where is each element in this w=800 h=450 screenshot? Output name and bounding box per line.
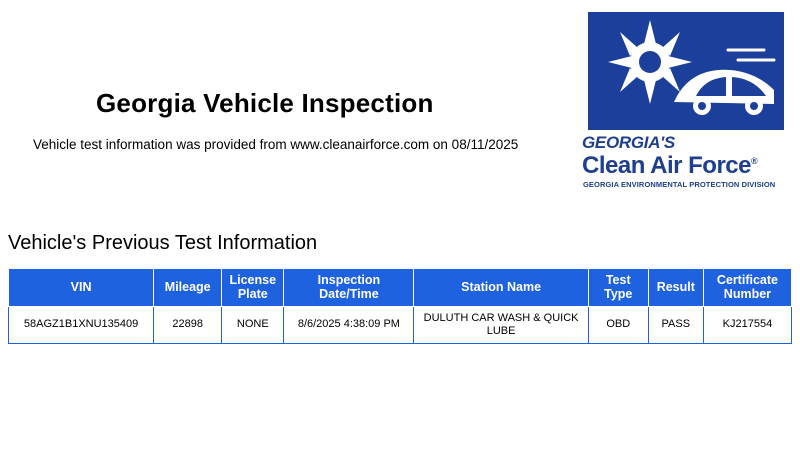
registered-mark: ® [751, 156, 758, 166]
logo-artwork-icon [578, 10, 790, 134]
column-header-result: Result [648, 269, 703, 307]
logo-caf-words: Clean Air Force [582, 152, 751, 179]
cell-result: PASS [648, 306, 703, 343]
column-header-inspection-datetime: Inspection Date/Time [284, 269, 414, 307]
column-header-test-type: Test Type [588, 269, 648, 307]
column-header-license-plate: License Plate [222, 269, 284, 307]
page-subtitle: Vehicle test information was provided from www.cleanairforce.com on 08/11/2025 [33, 137, 519, 152]
cell-mileage: 22898 [154, 306, 222, 343]
page-title: Georgia Vehicle Inspection [96, 88, 434, 118]
cell-vin: 58AGZ1B1XNU135409 [9, 306, 154, 343]
table-header-row [9, 269, 792, 307]
cell-inspection-datetime: 8/6/2025 4:38:09 PM [284, 306, 414, 343]
clean-air-force-logo [578, 10, 790, 195]
previous-test-table [8, 268, 792, 344]
column-header-vin: VIN [9, 269, 154, 307]
cell-certificate-number: KJ217554 [703, 306, 791, 343]
previous-test-table-wrapper [8, 268, 792, 344]
column-header-certificate-number: Certificate Number [703, 269, 791, 307]
logo-epd-text: GEORGIA ENVIRONMENTAL PROTECTION DIVISION [583, 180, 776, 189]
section-heading: Vehicle's Previous Test Information [8, 232, 318, 254]
column-header-station-name: Station Name [414, 269, 588, 307]
page-header [0, 0, 800, 205]
cell-station-name: DULUTH CAR WASH & QUICK LUBE [414, 306, 588, 343]
logo-georgias-text: GEORGIA'S [582, 133, 675, 152]
cell-test-type: OBD [588, 306, 648, 343]
cell-license-plate: NONE [222, 306, 284, 343]
logo-clean-air-force-text [582, 152, 757, 180]
table-row [9, 306, 792, 343]
column-header-mileage: Mileage [154, 269, 222, 307]
